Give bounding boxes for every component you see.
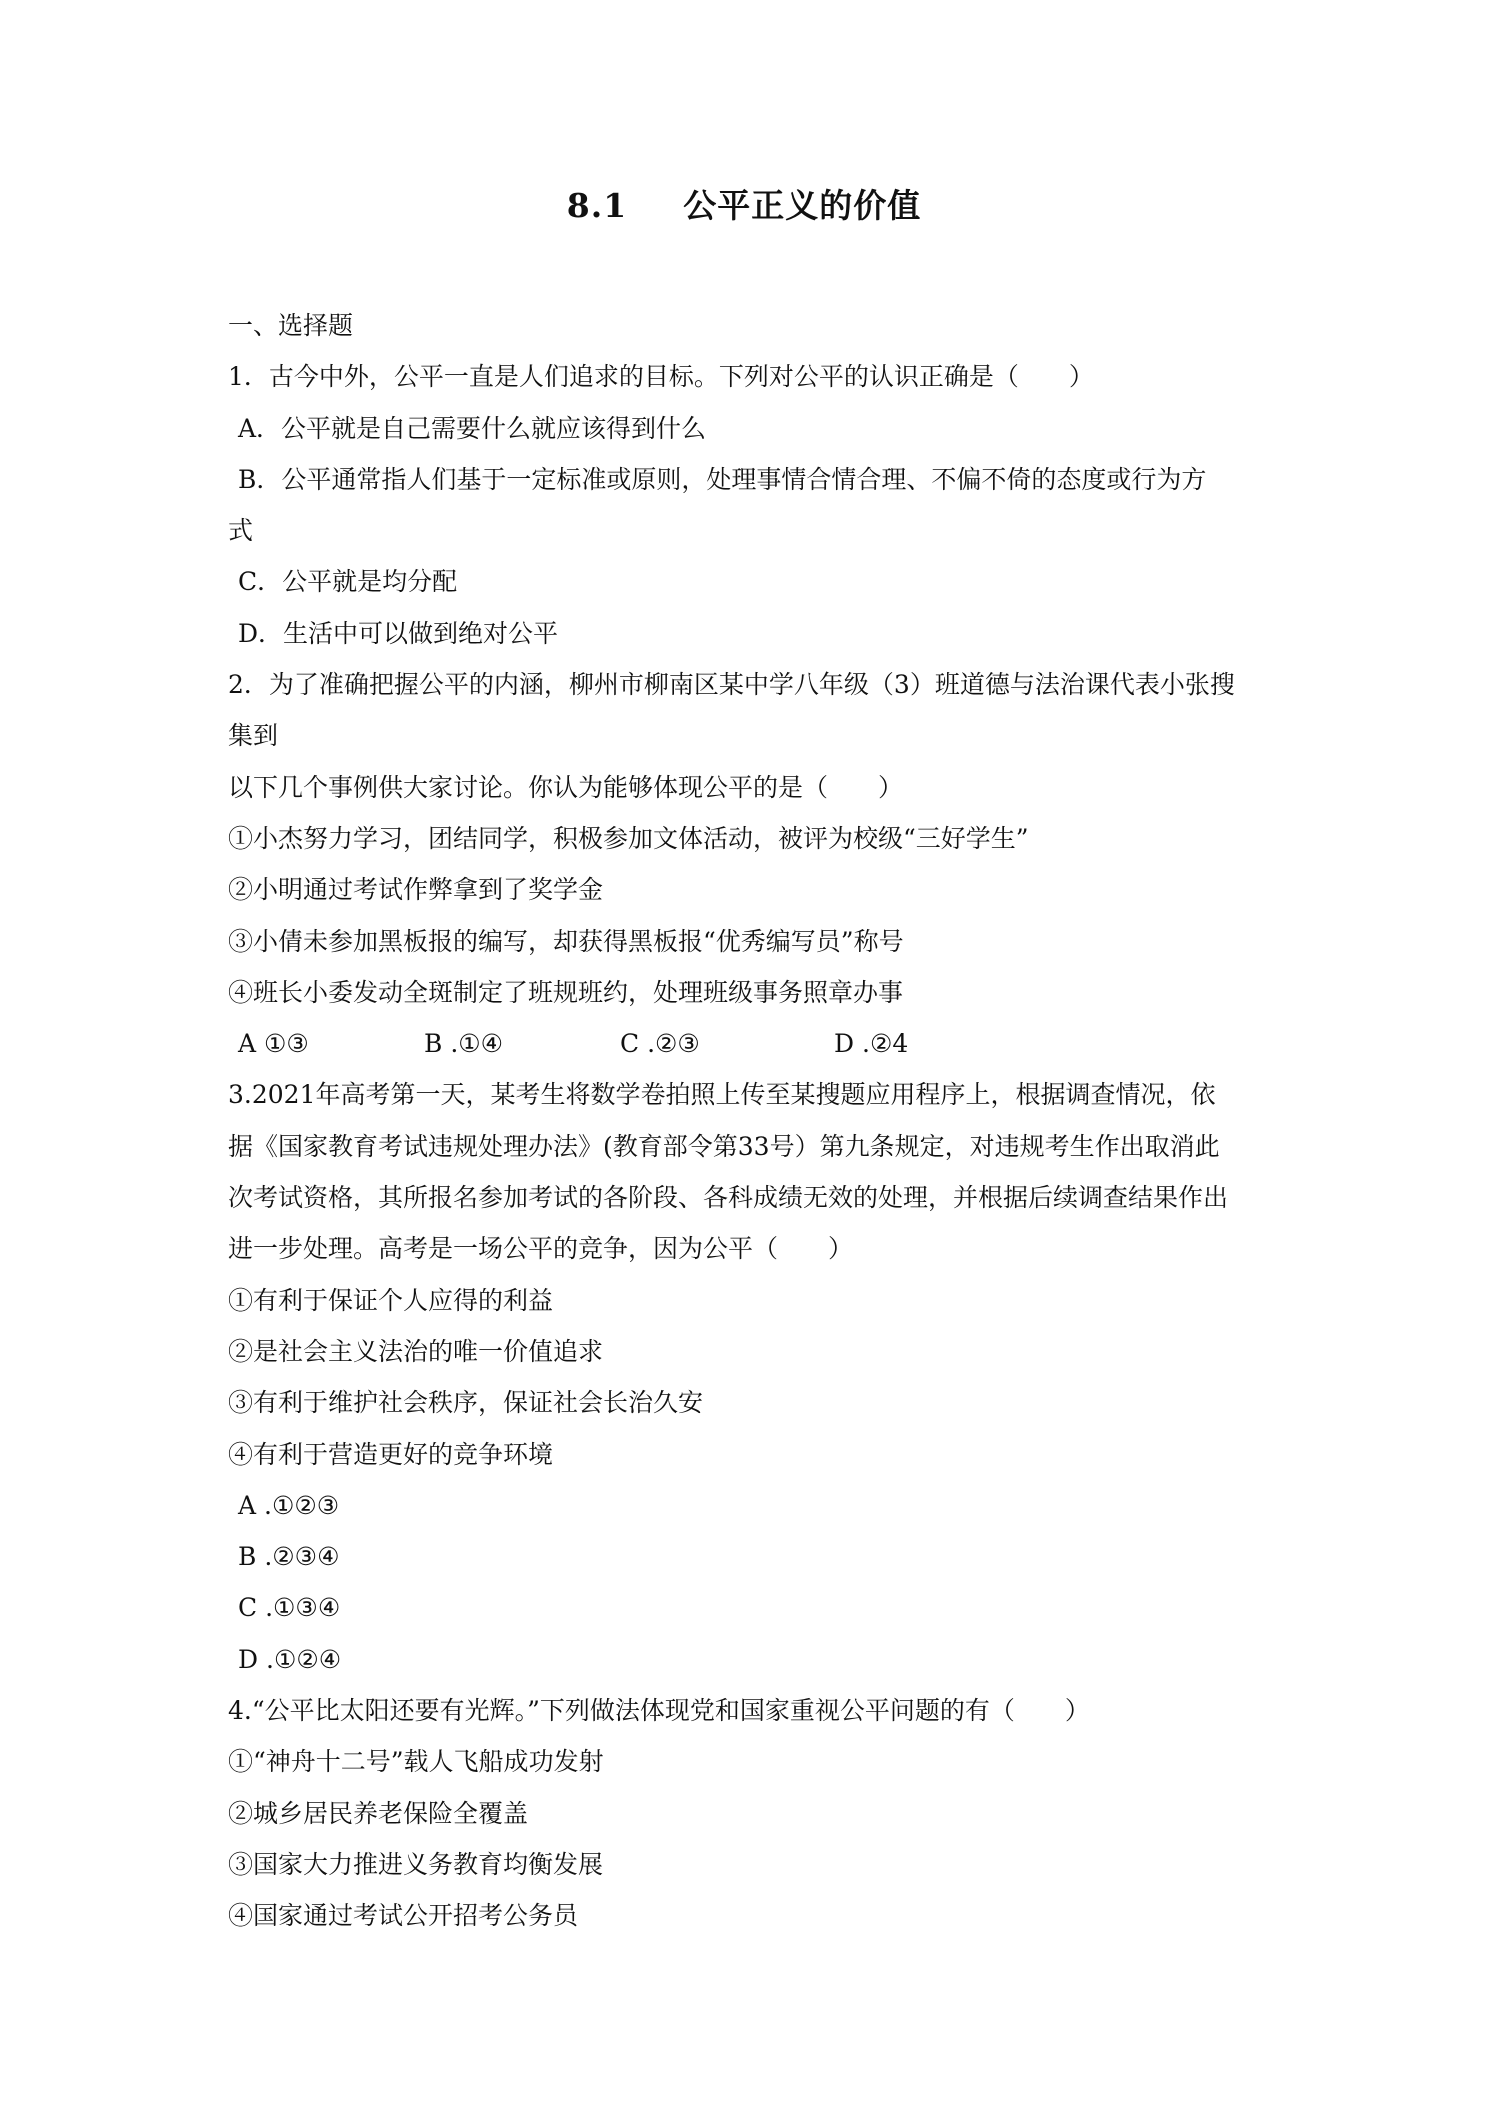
- question-1-option-c: C．公平就是均分配: [238, 567, 458, 597]
- question-2-option-b: B .①④: [424, 1029, 504, 1059]
- question-4-stem: 4.“公平比太阳还要有光辉。”下列做法体现党和国家重视公平问题的有（ ）: [228, 1696, 1090, 1726]
- question-3-item-1: ①有利于保证个人应得的利益: [228, 1285, 554, 1315]
- question-2-stem-prompt: 以下几个事例供大家讨论。你认为能够体现公平的是（ ）: [228, 772, 904, 802]
- question-3-stem-line-4: 进一步处理。高考是一场公平的竞争，因为公平（ ）: [228, 1234, 854, 1264]
- question-1-option-d: D．生活中可以做到绝对公平: [238, 618, 559, 648]
- question-3-stem-line-2: 据《国家教育考试违规处理办法》(教育部令第33号）第九条规定，对违规考生作出取消此: [228, 1131, 1220, 1161]
- title-number: 8.1: [566, 186, 628, 225]
- question-1-stem: 1．古今中外，公平一直是人们追求的目标。下列对公平的认识正确是（ ）: [228, 362, 1094, 392]
- question-2-stem: 2．为了准确把握公平的内涵，柳州市柳南区某中学八年级（3）班道德与法治课代表小张搜: [228, 670, 1235, 700]
- question-2-option-a: A ①③: [238, 1029, 309, 1059]
- question-3-stem-line-3: 次考试资格，其所报名参加考试的各阶段、各科成绩无效的处理，并根据后续调查结果作出: [228, 1183, 1229, 1213]
- question-4-item-2: ②城乡居民养老保险全覆盖: [228, 1798, 529, 1828]
- question-3-item-4: ④有利于营造更好的竞争环境: [228, 1439, 554, 1469]
- question-3-option-c: C .①③④: [238, 1593, 341, 1623]
- question-3-item-3: ③有利于维护社会秩序，保证社会长治久安: [228, 1388, 704, 1418]
- question-2-item-1: ①小杰努力学习，团结同学，积极参加文体活动，被评为校级“三好学生”: [228, 823, 1029, 853]
- question-3-item-2: ②是社会主义法治的唯一价值追求: [228, 1336, 604, 1366]
- question-1-option-a: A．公平就是自己需要什么就应该得到什么: [238, 413, 707, 443]
- title-text: 公平正义的价值: [683, 186, 922, 225]
- question-1-option-b: B．公平通常指人们基于一定标准或原则，处理事情合情合理、不偏不倚的态度或行为方: [238, 464, 1207, 494]
- document-title: [0, 180, 1488, 227]
- question-4-item-1: ①“神舟十二号”载人飞船成功发射: [228, 1747, 604, 1777]
- document-body: [228, 300, 1278, 1942]
- question-3-option-a: A .①②③: [238, 1490, 340, 1520]
- question-3-option-d: D .①②④: [238, 1644, 342, 1674]
- question-4-item-3: ③国家大力推进义务教育均衡发展: [228, 1849, 604, 1879]
- question-2-options: [228, 1018, 1278, 1069]
- question-3-option-b: B .②③④: [238, 1542, 340, 1572]
- section-heading: 一、选择题: [228, 311, 354, 340]
- question-1-option-b-continued: 式: [228, 516, 254, 546]
- question-2-stem-continued: 集到: [228, 721, 279, 751]
- question-2-option-d: D .②4: [834, 1029, 909, 1059]
- question-2-item-2: ②小明通过考试作弊拿到了奖学金: [228, 875, 604, 905]
- question-2-option-c: C .②③: [620, 1029, 700, 1059]
- question-2-item-4: ④班长小委发动全斑制定了班规班约，处理班级事务照章办事: [228, 977, 904, 1007]
- question-4-item-4: ④国家通过考试公开招考公务员: [228, 1901, 579, 1931]
- question-3-stem: 3.2021年高考第一天，某考生将数学卷拍照上传至某搜题应用程序上，根据调查情况，依: [228, 1080, 1216, 1110]
- question-2-item-3: ③小倩未参加黑板报的编写，却获得黑板报“优秀编写员”称号: [228, 926, 904, 956]
